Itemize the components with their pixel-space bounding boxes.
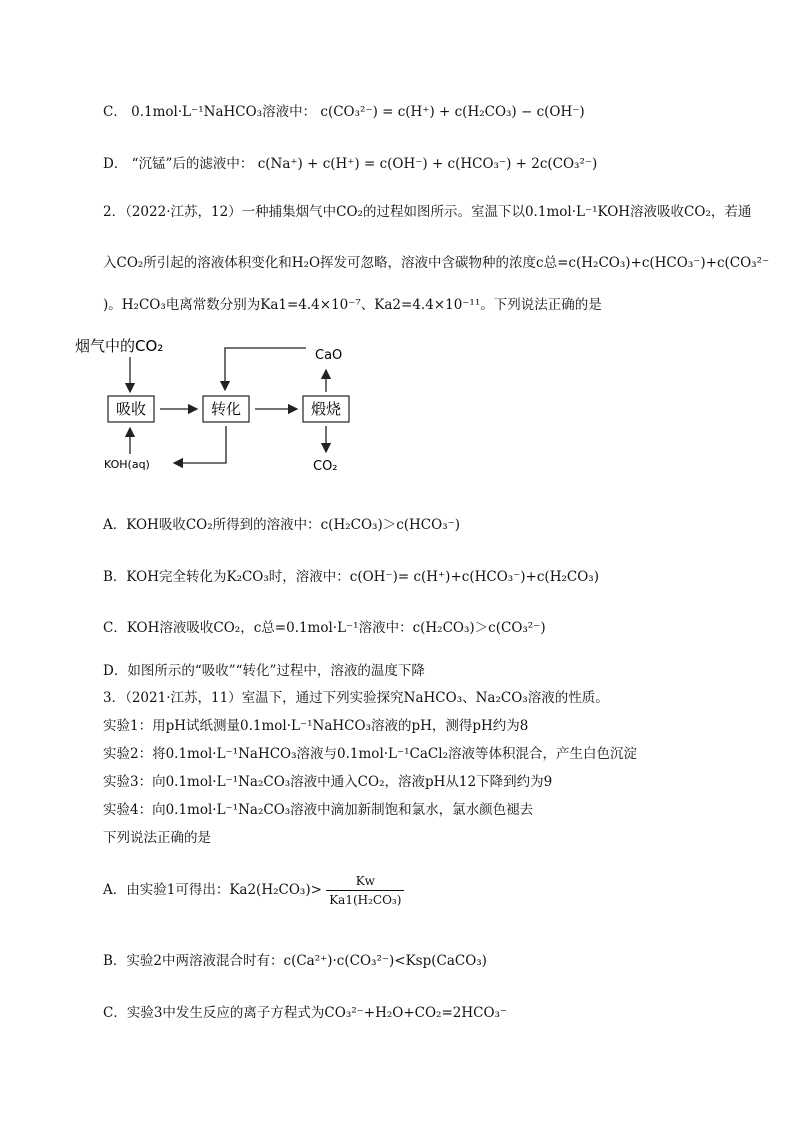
q2-option-a: A．KOH吸收CO₂所得到的溶液中：c(H₂CO₃)＞c(HCO₃⁻) — [103, 517, 461, 533]
option-label: C． — [103, 104, 127, 120]
question-3-stem: 3．（2021·江苏，11）室温下，通过下列实验探究NaHCO₃、Na₂CO₃溶液的性质。 — [103, 690, 609, 706]
co2-output-label: CO₂ — [313, 459, 338, 474]
fraction-denominator: Ka1(H₂CO₃) — [329, 893, 402, 907]
option-d-q1 — [103, 155, 597, 173]
option-text: “沉锰”后的滤液中： — [131, 156, 254, 172]
absorb-label: 吸收 — [115, 400, 147, 418]
kw-fraction — [326, 872, 404, 909]
option-formula: c(Na⁺) + c(H⁺) = c(OH⁻) + c(HCO₃⁻) + 2c(CO₃²⁻) — [257, 156, 598, 172]
option-c-q1 — [103, 103, 585, 121]
q2-option-b: B．KOH完全转化为K₂CO₃时，溶液中：c(OH⁻)= c(H⁺)+c(HCO₃⁻)+c(H₂CO₃) — [103, 569, 599, 585]
option-formula: c(CO₃²⁻) = c(H⁺) + c(H₂CO₃) − c(OH⁻) — [320, 104, 585, 120]
experiment-1: 实验1：用pH试纸测量0.1mol·L⁻¹NaHCO₃溶液的pH，测得pH约为8 — [103, 718, 529, 734]
q3-option-c: C．实验3中发生反应的离子方程式为CO₃²⁻+H₂O+CO₂=2HCO₃⁻ — [103, 1005, 508, 1021]
experiment-3: 实验3：向0.1mol·L⁻¹Na₂CO₃溶液中通入CO₂，溶液pH从12下降到约为9 — [103, 774, 553, 790]
option-label: D． — [103, 156, 128, 172]
question-2-line-1: 2．（2022·江苏，12）一种捕集烟气中CO₂的过程如图所示。室温下以0.1mol·L⁻¹KOH溶液吸收CO₂，若通 — [103, 204, 752, 220]
flue-gas-label: 烟气中的CO₂ — [75, 337, 164, 355]
experiment-4: 实验4：向0.1mol·L⁻¹Na₂CO₃溶液中滴加新制饱和氯水，氯水颜色褪去 — [103, 802, 534, 818]
option-text: A．由实验1可得出：Ka2(H₂CO₃)> — [103, 882, 322, 898]
fraction-numerator: Kw — [326, 872, 404, 891]
question-3-ask: 下列说法正确的是 — [103, 830, 211, 846]
question-2-line-3: )。H₂CO₃电离常数分别为Ka1=4.4×10⁻⁷、Ka2=4.4×10⁻¹¹。下列说法正确的是 — [103, 297, 602, 313]
question-2-line-2: 入CO₂所引起的溶液体积变化和H₂O挥发可忽略，溶液中含碳物种的浓度c总=c(H₂CO₃)+c(HCO₃⁻)+c(CO₃²⁻ — [103, 255, 770, 271]
koh-label: KOH(aq) — [104, 458, 150, 471]
q3-option-a — [103, 872, 404, 909]
convert-label: 转化 — [210, 400, 242, 418]
q2-option-c: C．KOH溶液吸收CO₂，c总=0.1mol·L⁻¹溶液中：c(H₂CO₃)＞c(CO₃²⁻) — [103, 620, 546, 636]
cao-label: CaO — [315, 348, 343, 363]
option-text: 0.1mol·L⁻¹NaHCO₃溶液中： — [131, 104, 317, 120]
calcine-label: 煅烧 — [310, 400, 342, 418]
q2-option-d: D．如图所示的“吸收”“转化”过程中，溶液的温度下降 — [103, 663, 425, 679]
q3-option-b: B．实验2中两溶液混合时有：c(Ca²⁺)·c(CO₃²⁻)<Ksp(CaCO₃) — [103, 953, 487, 969]
experiment-2: 实验2：将0.1mol·L⁻¹NaHCO₃溶液与0.1mol·L⁻¹CaCl₂溶液等体积混合，产生白色沉淀 — [103, 746, 637, 762]
co2-capture-diagram — [70, 330, 400, 480]
